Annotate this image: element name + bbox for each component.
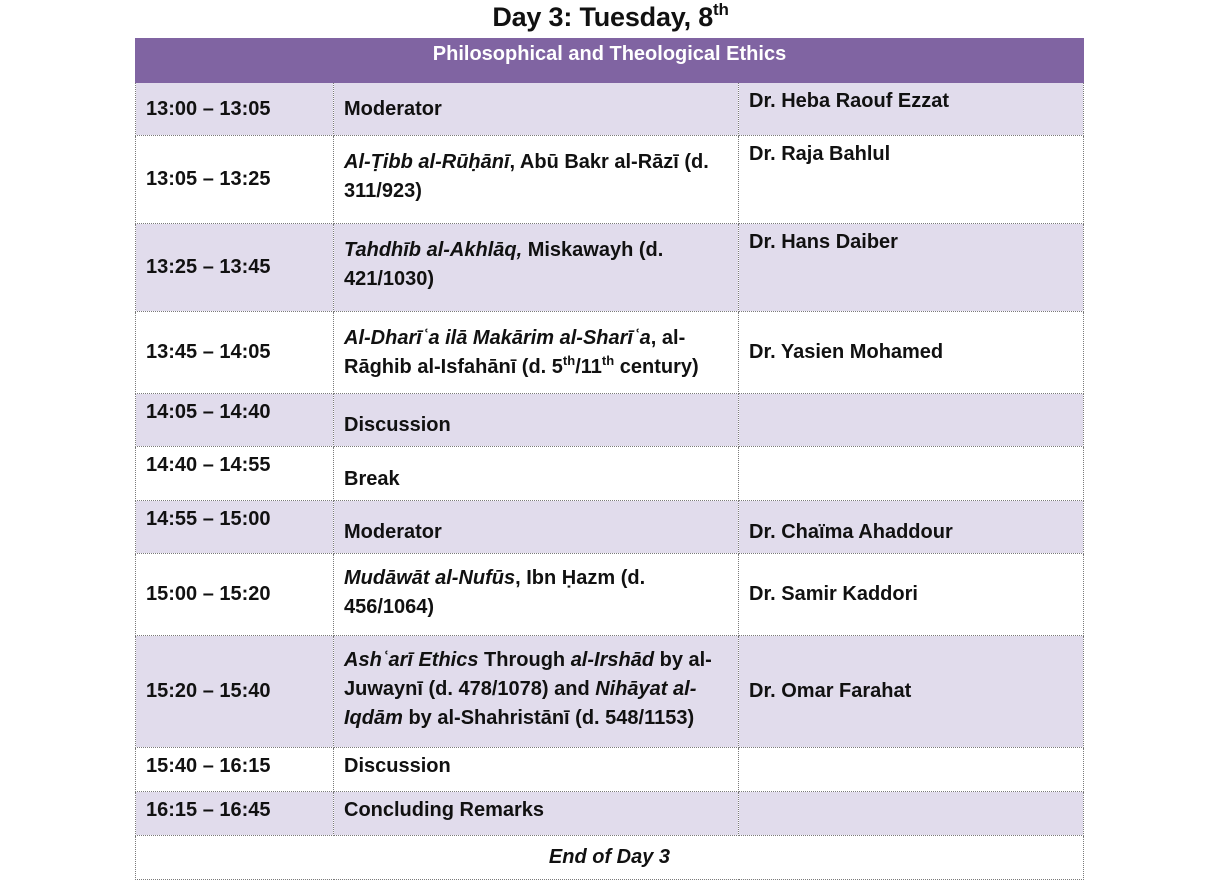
topic-title-italic: Al-Dharīʿa ilā Makārim al-Sharīʿa	[344, 326, 651, 349]
topic-title-italic: al-Irshād	[570, 649, 655, 671]
page-title	[0, 0, 1221, 34]
table-row	[136, 83, 1084, 136]
table-row	[136, 394, 1084, 447]
topic-cell	[334, 312, 739, 394]
table-row	[136, 636, 1084, 748]
speaker-cell: Dr. Yasien Mohamed	[739, 312, 1084, 394]
time-cell: 16:15 – 16:45	[136, 792, 334, 836]
topic-author: , Abū Bakr al-Rāzī (d. 311/923)	[344, 151, 709, 202]
topic-cell: Discussion	[334, 748, 739, 792]
table-row	[136, 501, 1084, 554]
end-of-day-label: End of Day 3	[136, 836, 1084, 880]
topic-cell: Moderator	[334, 501, 739, 554]
topic-cell: Break	[334, 447, 739, 501]
table-row	[136, 224, 1084, 312]
time-cell: 14:05 – 14:40	[136, 394, 334, 447]
topic-title-italic: Nihāyat al-Iqdām	[344, 678, 697, 729]
topic-author-end: century)	[614, 355, 699, 378]
topic-cell	[334, 224, 739, 312]
time-cell: 15:00 – 15:20	[136, 554, 334, 636]
topic-superscript: th	[562, 352, 576, 368]
topic-author: , Ibn Ḥazm (d. 456/1064)	[344, 567, 646, 618]
topic-title-italic: Ashʿarī Ethics	[344, 649, 479, 671]
schedule-table	[135, 38, 1084, 880]
time-cell: 13:25 – 13:45	[136, 224, 334, 312]
topic-cell: Discussion	[334, 394, 739, 447]
page-title-text: Day 3: Tuesday, 8	[492, 2, 714, 32]
topic-text: by al-Juwaynī (d. 478/1078) and	[344, 649, 712, 700]
topic-text: by al-Shahristānī (d. 548/1153)	[402, 707, 695, 729]
speaker-cell: Dr. Heba Raouf Ezzat	[739, 83, 1084, 136]
speaker-cell: Dr. Omar Farahat	[739, 636, 1084, 748]
session-header-row	[136, 39, 1084, 83]
speaker-cell	[739, 792, 1084, 836]
time-cell: 15:20 – 15:40	[136, 636, 334, 748]
table-row	[136, 554, 1084, 636]
table-row	[136, 748, 1084, 792]
footer-row	[136, 836, 1084, 880]
topic-author-cont: /11	[575, 355, 602, 378]
topic-title-italic: Tahdhīb al-Akhlāq,	[344, 239, 523, 261]
time-cell: 13:05 – 13:25	[136, 136, 334, 224]
time-cell: 14:40 – 14:55	[136, 447, 334, 501]
topic-cell	[334, 136, 739, 224]
speaker-cell: Dr. Chaïma Ahaddour	[739, 501, 1084, 554]
time-cell: 15:40 – 16:15	[136, 748, 334, 792]
time-cell: 13:45 – 14:05	[136, 312, 334, 394]
table-row	[136, 136, 1084, 224]
topic-title-italic: Mudāwāt al-Nufūs	[344, 567, 516, 589]
topic-superscript: th	[601, 352, 615, 368]
time-cell: 14:55 – 15:00	[136, 501, 334, 554]
topic-cell: Concluding Remarks	[334, 792, 739, 836]
time-cell: 13:00 – 13:05	[136, 83, 334, 136]
topic-cell	[334, 636, 739, 748]
topic-text: Through	[478, 649, 571, 671]
speaker-cell	[739, 447, 1084, 501]
speaker-cell	[739, 394, 1084, 447]
table-row	[136, 312, 1084, 394]
topic-author: , al-Rāghib al-Isfahānī (d. 5	[344, 326, 686, 378]
table-row	[136, 792, 1084, 836]
speaker-cell: Dr. Hans Daiber	[739, 224, 1084, 312]
speaker-cell	[739, 748, 1084, 792]
table-row	[136, 447, 1084, 501]
topic-author: Miskawayh (d. 421/1030)	[344, 239, 664, 290]
session-heading: Philosophical and Theological Ethics	[136, 39, 1084, 83]
speaker-cell: Dr. Raja Bahlul	[739, 136, 1084, 224]
page-title-superscript: th	[713, 0, 729, 19]
topic-title-italic: Al-Ṭibb al-Rūḥānī	[344, 151, 510, 173]
speaker-cell: Dr. Samir Kaddori	[739, 554, 1084, 636]
topic-cell: Moderator	[334, 83, 739, 136]
topic-cell	[334, 554, 739, 636]
